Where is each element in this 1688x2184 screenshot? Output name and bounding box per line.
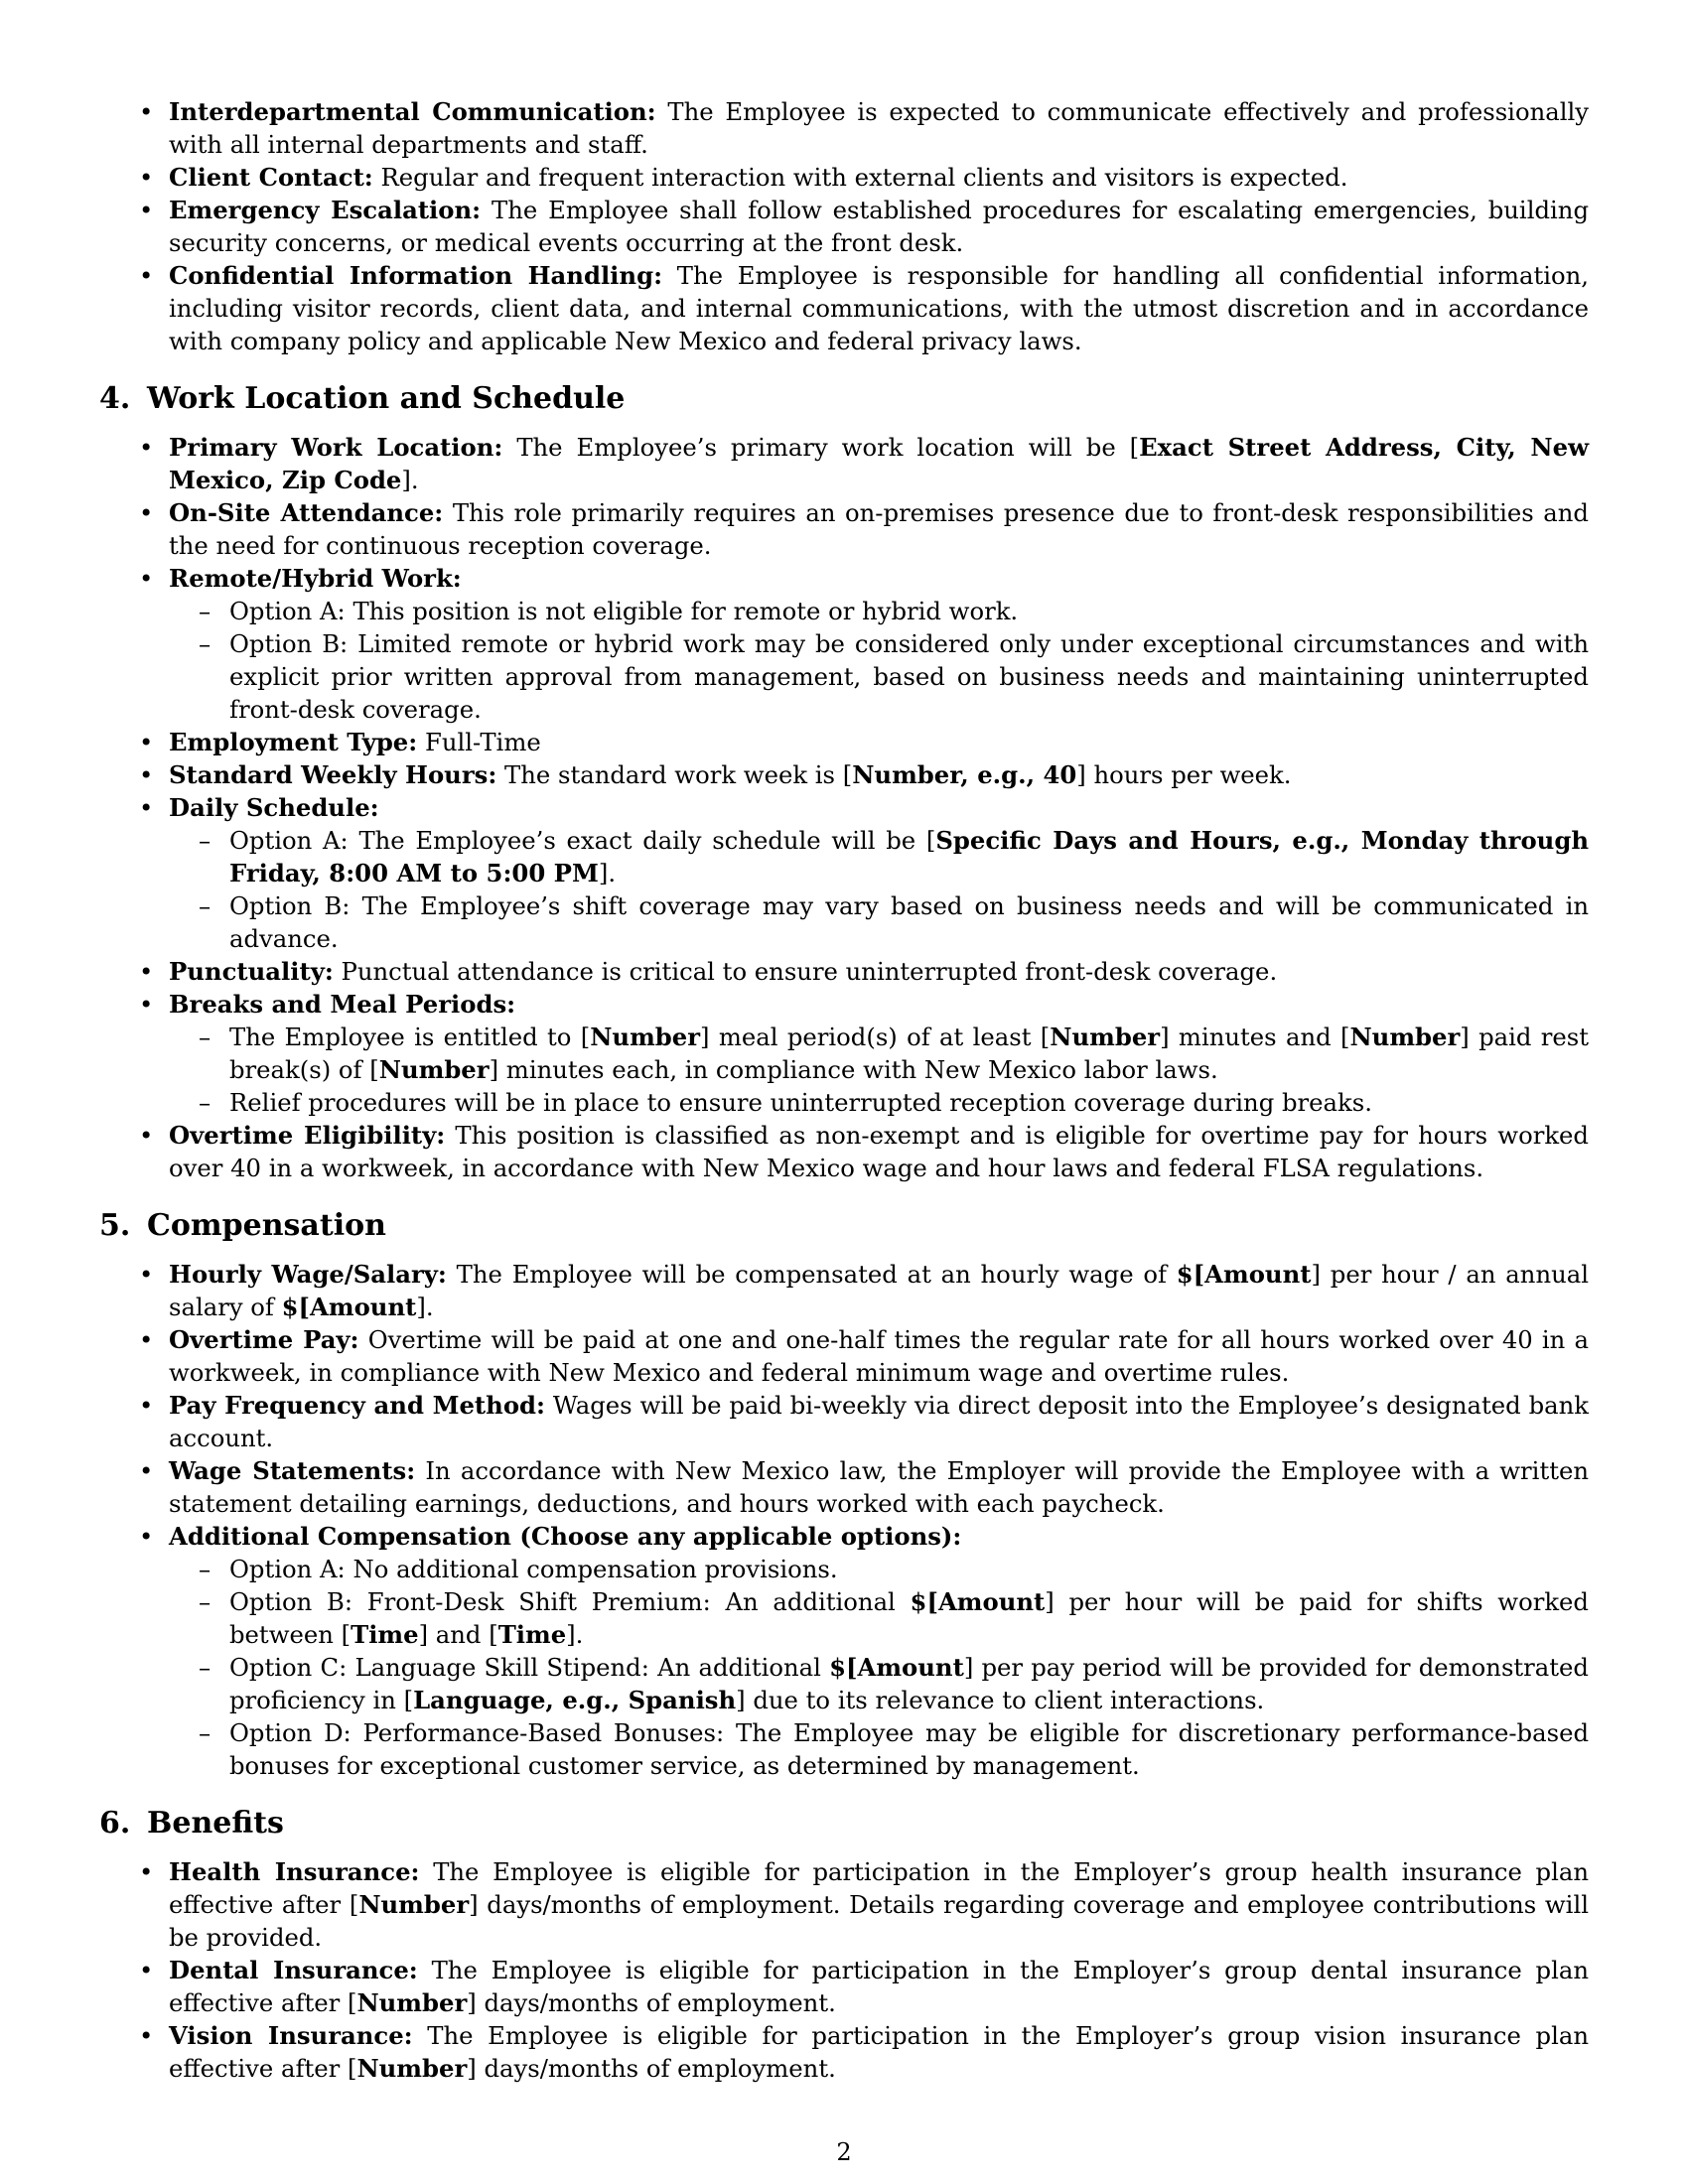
document-body	[99, 95, 1589, 2085]
list-item: – Option B: Limited remote or hybrid work may be considered only under exceptional circumstances and with explicit prior written approval from management, based on business needs and maintaining uninterrupted front-desk coverage.	[169, 627, 1589, 726]
list-item: – Option A: The Employee’s exact daily schedule will be [Specific Days and Hours, e.g., Monday through Friday, 8:00 AM to 5:00 PM].	[169, 824, 1589, 889]
section-heading-compensation: 5. Compensation	[99, 1208, 386, 1243]
list-item: • Confidential Information Handling: The Employee is responsible for handling all confidential information, including visitor records, client data, and internal communications, with the utmost discretion and in accordance with company policy and applicable New Mexico and federal privacy laws.	[99, 259, 1589, 357]
list-item: • Standard Weekly Hours: The standard work week is [Number, e.g., 40] hours per week.	[99, 758, 1589, 791]
section-heading-work-location: 4. Work Location and Schedule	[99, 381, 626, 416]
remote-options	[169, 595, 1589, 726]
list-item: • Vision Insurance: The Employee is eligible for participation in the Employer’s group vision insurance plan effective after [Number] days/months of employment.	[99, 2019, 1589, 2085]
additional-compensation-options	[169, 1553, 1589, 1782]
list-item: – Option B: Front-Desk Shift Premium: An additional $[Amount] per hour will be paid for shifts worked between [Time] and [Time].	[169, 1585, 1589, 1651]
list-item: – The Employee is entitled to [Number] meal period(s) of at least [Number] minutes and [Number] paid rest break(s) of [Number] minutes each, in compliance with New Mexico labor laws.	[169, 1021, 1589, 1086]
list-item: • Remote/Hybrid Work: – Option A: This position is not eligible for remote or hybrid work. – Option B: Limited remote or hybrid work may be considered only under exceptional circumstances and with explicit prior written approval from management, based on business needs and maintaining uninterrupted front-desk coverage.	[99, 562, 1589, 726]
list-item: • Dental Insurance: The Employee is eligible for participation in the Employer’s group dental insurance plan effective after [Number] days/months of employment.	[99, 1954, 1589, 2019]
list-item: – Option A: This position is not eligible for remote or hybrid work.	[169, 595, 1589, 627]
intro-list	[99, 95, 1589, 357]
list-item: – Option A: No additional compensation provisions.	[169, 1553, 1589, 1585]
list-item: • Hourly Wage/Salary: The Employee will be compensated at an hourly wage of $[Amount] per hour / an annual salary of $[Amount].	[99, 1258, 1589, 1323]
list-item: • Emergency Escalation: The Employee shall follow established procedures for escalating emergencies, building security concerns, or medical events occurring at the front desk.	[99, 194, 1589, 259]
list-item: • Additional Compensation (Choose any applicable options): – Option A: No additional compensation provisions. – Option B: Front-Desk Shift Premium: An additional $[Amount] per hour will be paid for shifts worked between [Time] and [Time]. – Option C: Language Skill Stipend: An additional $[Amount] per pay period will be provided for demonstrated proficiency in [Language, e.g., Spanish] due to its relevance to client interactions. – Option D: Performance-Based Bonuses: The Employee may be eligible for discretionary performance-based bonuses for exceptional customer service, as determined by management.	[99, 1520, 1589, 1782]
list-item: • Overtime Pay: Overtime will be paid at one and one-half times the regular rate for all hours worked over 40 in a workweek, in compliance with New Mexico and federal minimum wage and overtime rules.	[99, 1323, 1589, 1389]
list-item: • Health Insurance: The Employee is eligible for participation in the Employer’s group health insurance plan effective after [Number] days/months of employment. Details regarding coverage and employee contributions will be provided.	[99, 1855, 1589, 1954]
list-item: • Breaks and Meal Periods: – The Employee is entitled to [Number] meal period(s) of at least [Number] minutes and [Number] paid rest break(s) of [Number] minutes each, in compliance with New Mexico labor laws. – Relief procedures will be in place to ensure uninterrupted reception coverage during breaks.	[99, 988, 1589, 1119]
list-item: • Punctuality: Punctual attendance is critical to ensure uninterrupted front-desk coverage.	[99, 955, 1589, 988]
list-item: • Interdepartmental Communication: The Employee is expected to communicate effectively and professionally with all internal departments and staff.	[99, 95, 1589, 161]
list-item: • Overtime Eligibility: This position is classified as non-exempt and is eligible for overtime pay for hours worked over 40 in a workweek, in accordance with New Mexico wage and hour laws and federal FLSA regulations.	[99, 1119, 1589, 1184]
list-item: • On-Site Attendance: This role primarily requires an on-premises presence due to front-desk responsibilities and the need for continuous reception coverage.	[99, 496, 1589, 562]
breaks-options	[169, 1021, 1589, 1119]
list-item: – Option D: Performance-Based Bonuses: The Employee may be eligible for discretionary performance-based bonuses for exceptional customer service, as determined by management.	[169, 1716, 1589, 1782]
list-item: – Option C: Language Skill Stipend: An additional $[Amount] per pay period will be provided for demonstrated proficiency in [Language, e.g., Spanish] due to its relevance to client interactions.	[169, 1651, 1589, 1716]
list-item: • Wage Statements: In accordance with New Mexico law, the Employer will provide the Employee with a written statement detailing earnings, deductions, and hours worked with each paycheck.	[99, 1454, 1589, 1520]
section-heading-benefits: 6. Benefits	[99, 1806, 284, 1841]
list-item: • Daily Schedule: – Option A: The Employee’s exact daily schedule will be [Specific Days and Hours, e.g., Monday through Friday, 8:00 AM to 5:00 PM]. – Option B: The Employee’s shift coverage may vary based on business needs and will be communicated in advance.	[99, 791, 1589, 955]
list-item: – Option B: The Employee’s shift coverage may vary based on business needs and will be communicated in advance.	[169, 889, 1589, 955]
daily-schedule-options	[169, 824, 1589, 955]
list-item: – Relief procedures will be in place to ensure uninterrupted reception coverage during breaks.	[169, 1086, 1589, 1119]
list-item: • Primary Work Location: The Employee’s primary work location will be [Exact Street Address, City, New Mexico, Zip Code].	[99, 431, 1589, 496]
benefits-list	[99, 1855, 1589, 2085]
list-item: • Client Contact: Regular and frequent interaction with external clients and visitors is expected.	[99, 161, 1589, 194]
list-item: • Pay Frequency and Method: Wages will be paid bi-weekly via direct deposit into the Employee’s designated bank account.	[99, 1389, 1589, 1454]
list-item: • Employment Type: Full-Time	[99, 726, 1589, 758]
work-location-list	[99, 431, 1589, 1184]
page-number: 2	[836, 2138, 852, 2166]
compensation-list	[99, 1258, 1589, 1782]
